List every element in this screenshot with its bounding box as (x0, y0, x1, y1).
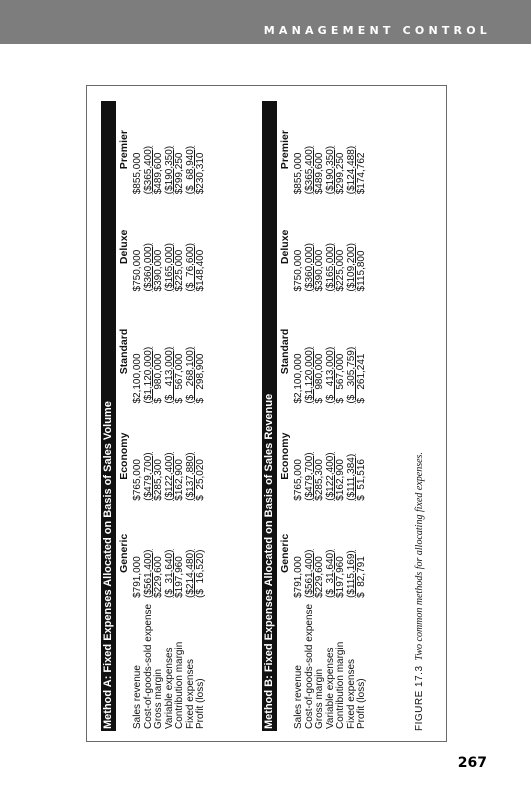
cell-text: $390,000 (153, 249, 164, 292)
cell-text: $285,300 (314, 459, 325, 501)
cell-value (357, 101, 368, 198)
cell-text: $229,600 (153, 556, 164, 598)
cell-text: ($190,350) (163, 145, 175, 195)
cell-text: ($ 31,640) (163, 549, 175, 598)
column-header-economy: Economy (279, 432, 291, 480)
row-label: Sales revenue (293, 665, 304, 729)
cell-text: $225,000 (335, 249, 346, 292)
cell-text: ($1,120,000) (142, 346, 154, 404)
row-label: Cost-of-goods-sold expense (142, 603, 154, 729)
cell-text: $162,900 (335, 459, 346, 501)
cell-text: $ 980,000 (153, 353, 164, 404)
cell-text: $ 51,516 (356, 459, 367, 501)
table-row (336, 101, 347, 731)
row-label-header (277, 602, 294, 731)
row-label: Fixed expenses (184, 658, 196, 729)
method-a-rows (133, 101, 207, 731)
cell-text: $230,310 (195, 152, 206, 195)
cell-text: ($ 76,600) (184, 243, 196, 292)
cell-text: ($190,350) (324, 145, 336, 195)
method-b-title: Method B: Fixed Expenses Allocated on Basis of Sales Revenue (262, 101, 277, 731)
method-a-title-bar (101, 101, 116, 731)
cell-text: $162,900 (174, 459, 185, 501)
table-row (144, 101, 155, 731)
cell-text: $148,400 (195, 249, 206, 292)
cell-value (196, 505, 207, 602)
cell-value (357, 198, 368, 295)
rotated-figure-content (96, 101, 436, 731)
cell-text: $ 82,791 (356, 556, 367, 598)
cell-text: ($ 305,759) (345, 346, 357, 404)
header-band (0, 0, 531, 44)
cell-text: $855,000 (293, 152, 304, 195)
column-header-standard: Standard (279, 328, 291, 375)
row-label: Sales revenue (132, 665, 143, 729)
cell-text: $299,250 (174, 152, 185, 195)
cell-text: ($165,000) (163, 243, 175, 292)
cell-text: $855,000 (132, 152, 143, 195)
method-b-title-bar (262, 101, 277, 731)
table-row (326, 101, 337, 731)
column-header-standard: Standard (118, 328, 130, 375)
cell-text: ($137,880) (184, 452, 196, 501)
cell-text: ($111,384) (345, 453, 357, 501)
row-label: Variable expenses (324, 647, 336, 729)
row-label: Gross margin (314, 668, 325, 729)
cell-value (196, 101, 207, 198)
cell-text: $ 298,900 (195, 353, 206, 404)
cell-text: $791,000 (293, 556, 304, 598)
column-header-economy: Economy (118, 432, 130, 480)
column-header-premier: Premier (118, 130, 130, 170)
cell-text: ($124,488) (345, 145, 357, 195)
table-row (196, 101, 207, 731)
table-row (133, 101, 144, 731)
cell-text: $285,300 (153, 459, 164, 501)
cell-text: ($ 268,100) (184, 346, 196, 404)
cell-text: $390,000 (314, 249, 325, 292)
cell-text: $2,100,000 (293, 353, 304, 404)
cell-text: $765,000 (132, 459, 143, 501)
cell-text: $ 567,000 (174, 353, 185, 404)
cell-text: $ 261,241 (356, 353, 367, 404)
figure-caption (414, 452, 425, 731)
method-a-column-headers (116, 101, 133, 731)
cell-text: $791,000 (132, 556, 143, 598)
table-row (165, 101, 176, 731)
cell-text: $197,960 (174, 556, 185, 598)
cell-text: ($360,000) (303, 243, 315, 292)
cell-text: $174,762 (356, 152, 367, 195)
figure-caption-label: FIGURE 17.3 (414, 665, 425, 731)
cell-text: ($122,400) (324, 452, 336, 501)
cell-text: ($115,169) (345, 550, 357, 598)
cell-text: ($ 68,940) (184, 145, 196, 195)
cell-text: $750,000 (293, 249, 304, 292)
cell-text: $765,000 (293, 459, 304, 501)
method-b-rows (294, 101, 368, 731)
cell-text: $ 25,020 (195, 459, 206, 501)
cell-value (196, 408, 207, 505)
cell-text: $489,600 (153, 152, 164, 195)
running-header-title: MANAGEMENT CONTROL (263, 24, 491, 37)
cell-text: ($561,400) (303, 549, 315, 598)
column-header-generic: Generic (118, 533, 130, 573)
cell-text: $ 567,000 (335, 353, 346, 404)
cell-text: ($ 413,000) (163, 346, 175, 404)
cell-value (196, 295, 207, 407)
row-label: Variable expenses (163, 647, 175, 729)
method-b-column-headers (277, 101, 294, 731)
cell-text: ($ 16,520) (195, 549, 206, 598)
method-a-table (101, 101, 207, 731)
cell-text: $197,960 (335, 556, 346, 598)
method-a-title: Method A: Fixed Expenses Allocated on Basis of Sales Volume (101, 101, 116, 731)
column-header-deluxe: Deluxe (279, 229, 291, 265)
row-label: Fixed expenses (345, 658, 357, 729)
row-label: Gross margin (153, 668, 164, 729)
row-label: Profit (loss) (195, 678, 206, 729)
cell-value (196, 198, 207, 295)
table-row (294, 101, 305, 731)
cell-text: ($479,700) (142, 452, 154, 501)
page-number: 267 (457, 755, 487, 771)
cell-text: $ 980,000 (314, 353, 325, 404)
cell-text: $225,000 (174, 249, 185, 292)
table-row (186, 101, 197, 731)
figure-caption-text: Two common methods for allocating fixed expenses. (414, 452, 425, 661)
cell-text: $299,250 (335, 152, 346, 195)
cell-value (357, 505, 368, 602)
row-label: Cost-of-goods-sold expense (303, 603, 315, 729)
cell-value (357, 408, 368, 505)
cell-text: ($ 31,640) (324, 549, 336, 598)
cell-text: ($561,400) (142, 549, 154, 598)
cell-text: ($1,120,000) (303, 346, 315, 404)
table-row (305, 101, 316, 731)
cell-text: ($214,480) (184, 549, 196, 598)
cell-text: $115,800 (356, 250, 367, 292)
row-label: Contribution margin (335, 641, 346, 729)
row-label: Profit (loss) (356, 678, 367, 729)
cell-text: ($365,400) (303, 145, 315, 195)
table-row (154, 101, 165, 731)
column-header-generic: Generic (279, 533, 291, 573)
cell-text: $2,100,000 (132, 353, 143, 404)
cell-text: ($ 413,000) (324, 346, 336, 404)
table-row (347, 101, 358, 731)
cell-text: $229,600 (314, 556, 325, 598)
column-header-premier: Premier (279, 130, 291, 170)
table-row (175, 101, 186, 731)
cell-value (357, 295, 368, 407)
cell-text: $489,600 (314, 152, 325, 195)
method-b-table (262, 101, 368, 731)
cell-text: ($365,400) (142, 145, 154, 195)
column-header-deluxe: Deluxe (118, 229, 130, 265)
table-row (357, 101, 368, 731)
cell-text: ($165,000) (324, 243, 336, 292)
cell-text: ($109,200) (345, 243, 357, 292)
cell-text: ($122,400) (163, 452, 175, 501)
row-label-header (116, 602, 133, 731)
table-row (315, 101, 326, 731)
cell-text: ($360,000) (142, 243, 154, 292)
cell-text: $750,000 (132, 249, 143, 292)
cell-text: ($479,700) (303, 452, 315, 501)
row-label: Contribution margin (174, 641, 185, 729)
